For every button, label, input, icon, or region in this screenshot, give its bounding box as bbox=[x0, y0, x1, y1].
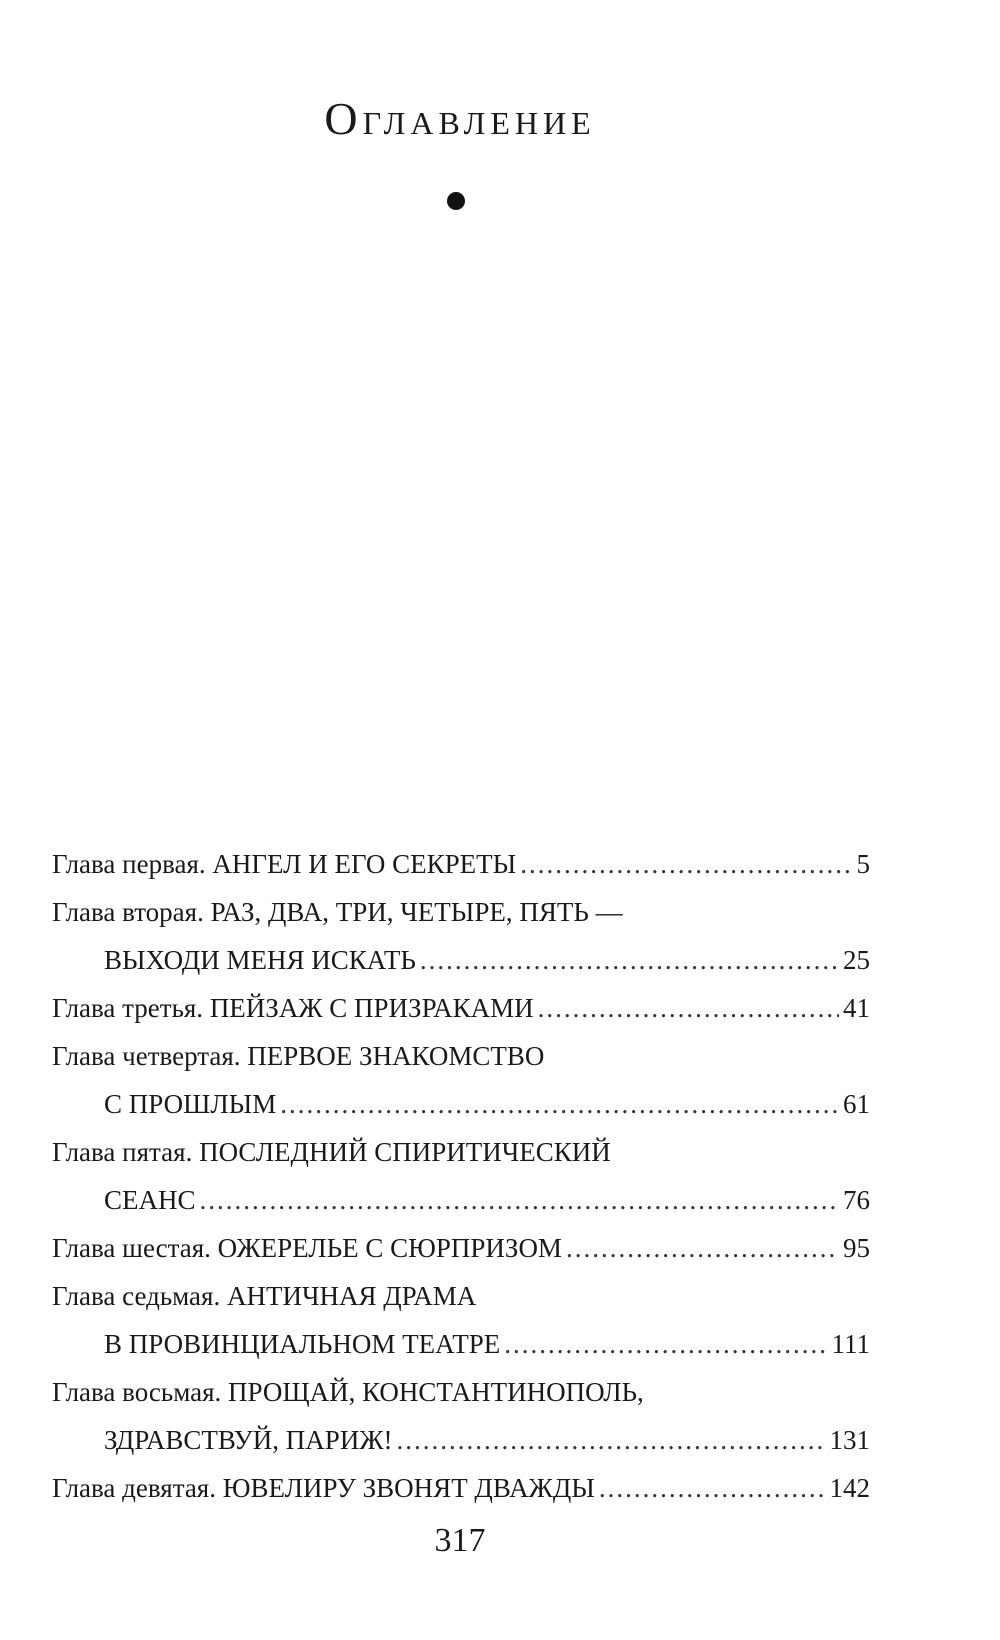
toc-entry bbox=[52, 984, 870, 1032]
toc-dot-leader bbox=[280, 1080, 839, 1128]
toc-entry-continuation bbox=[52, 1176, 870, 1224]
toc-entry-title bbox=[52, 984, 534, 1032]
toc-chapter-label: Глава вторая. bbox=[52, 897, 204, 927]
toc-dot-leader bbox=[504, 1320, 827, 1368]
toc-chapter-title: АНГЕЛ И ЕГО СЕКРЕТЫ bbox=[212, 849, 517, 879]
toc-entry bbox=[52, 888, 870, 936]
toc-page-number: 142 bbox=[829, 1473, 870, 1503]
toc-chapter-title-continued: ЗДРАВСТВУЙ, ПАРИЖ! bbox=[104, 1425, 393, 1455]
toc-chapter-title-continued: В ПРОВИНЦИАЛЬНОМ ТЕАТРЕ bbox=[104, 1329, 501, 1359]
toc-entry bbox=[52, 1224, 870, 1272]
toc-chapter-title: ПЕРВОЕ ЗНАКОМСТВО bbox=[247, 1041, 545, 1071]
page-heading-text: Оглавление bbox=[324, 93, 596, 144]
toc-chapter-label: Глава восьмая. bbox=[52, 1377, 222, 1407]
toc-entry bbox=[52, 1032, 870, 1080]
toc-chapter-label: Глава четвертая. bbox=[52, 1041, 241, 1071]
toc-chapter-label: Глава девятая. bbox=[52, 1473, 216, 1503]
page-heading bbox=[0, 92, 920, 145]
toc-entry-continuation bbox=[52, 936, 870, 984]
toc-entry-continuation bbox=[52, 1416, 870, 1464]
toc-entry-continuation bbox=[52, 1080, 870, 1128]
toc-page-number: 25 bbox=[843, 945, 870, 975]
toc-chapter-label: Глава третья. bbox=[52, 993, 204, 1023]
toc-entry-title bbox=[52, 888, 623, 936]
bullet-ornament-icon bbox=[447, 192, 465, 210]
page-number: 317 bbox=[434, 1522, 486, 1559]
toc-chapter-title: ЮВЕЛИРУ ЗВОНЯТ ДВАЖДЫ bbox=[222, 1473, 595, 1503]
toc-chapter-label: Глава первая. bbox=[52, 849, 206, 879]
toc-entry-title bbox=[52, 1464, 595, 1512]
toc-entry bbox=[52, 1464, 870, 1512]
toc-entry bbox=[52, 1272, 870, 1320]
toc-chapter-title: ПОСЛЕДНИЙ СПИРИТИЧЕСКИЙ bbox=[199, 1137, 611, 1167]
toc-dot-leader bbox=[520, 840, 852, 888]
toc-page-number: 111 bbox=[831, 1329, 870, 1359]
toc-entry bbox=[52, 1368, 870, 1416]
toc-page-number: 41 bbox=[843, 993, 870, 1023]
toc-dot-leader bbox=[200, 1176, 839, 1224]
toc-dot-leader bbox=[538, 984, 839, 1032]
toc-page-number: 61 bbox=[843, 1089, 870, 1119]
toc-dot-leader bbox=[420, 936, 839, 984]
toc-dot-leader bbox=[599, 1464, 826, 1512]
toc-chapter-label: Глава пятая. bbox=[52, 1137, 193, 1167]
toc-dot-leader bbox=[566, 1224, 839, 1272]
toc-chapter-title-continued: СЕАНС bbox=[104, 1185, 196, 1215]
toc-entry-continuation bbox=[52, 1320, 870, 1368]
toc-chapter-label: Глава седьмая. bbox=[52, 1281, 221, 1311]
toc-chapter-title: АНТИЧНАЯ ДРАМА bbox=[226, 1281, 477, 1311]
toc-entry-title bbox=[52, 840, 516, 888]
toc-page-number: 5 bbox=[856, 849, 870, 879]
toc-entry bbox=[52, 1128, 870, 1176]
toc-entry bbox=[52, 840, 870, 888]
toc-chapter-label: Глава шестая. bbox=[52, 1233, 211, 1263]
toc-chapter-title-continued: ВЫХОДИ МЕНЯ ИСКАТЬ bbox=[104, 945, 416, 975]
toc-dot-leader bbox=[397, 1416, 826, 1464]
toc-chapter-title: ПРОЩАЙ, КОНСТАНТИНОПОЛЬ, bbox=[228, 1377, 644, 1407]
toc-entry-title bbox=[52, 1128, 611, 1176]
toc-page-number: 95 bbox=[843, 1233, 870, 1263]
toc-chapter-title: РАЗ, ДВА, ТРИ, ЧЕТЫРЕ, ПЯТЬ — bbox=[210, 897, 623, 927]
table-of-contents bbox=[52, 840, 870, 1512]
toc-chapter-title-continued: С ПРОШЛЫМ bbox=[104, 1089, 277, 1119]
toc-entry-title bbox=[52, 1272, 476, 1320]
toc-page-number: 76 bbox=[843, 1185, 870, 1215]
toc-chapter-title: ОЖЕРЕЛЬЕ С СЮРПРИЗОМ bbox=[217, 1233, 562, 1263]
toc-entry-title bbox=[52, 1032, 544, 1080]
toc-page-number: 131 bbox=[829, 1425, 870, 1455]
toc-chapter-title: ПЕЙЗАЖ С ПРИЗРАКАМИ bbox=[209, 993, 534, 1023]
toc-entry-title bbox=[52, 1224, 562, 1272]
toc-entry-title bbox=[52, 1368, 644, 1416]
